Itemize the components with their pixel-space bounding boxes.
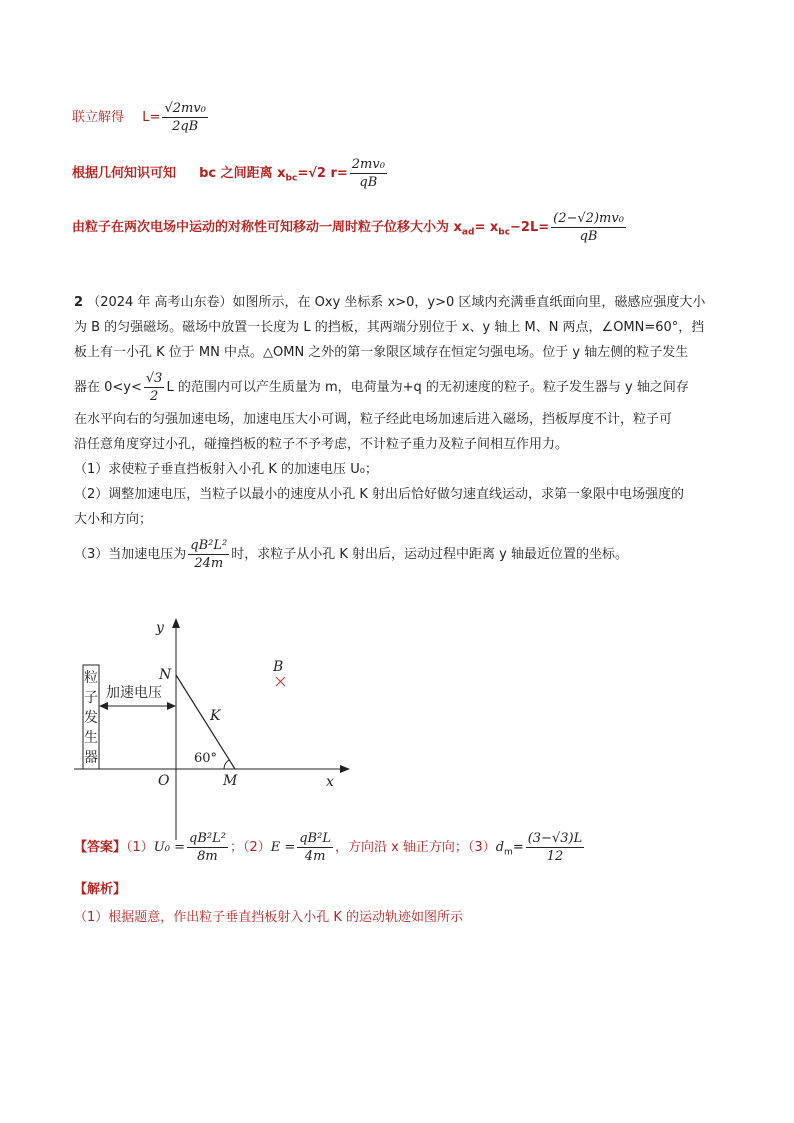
l-fraction: $\frac{\text{√2mv₀}}{2qB}$	[164, 101, 206, 134]
sqrt3-over-2-fraction: $\frac{√3}{2}$	[145, 371, 163, 404]
u0-fraction: $\frac{\text{qB²L²}}{8m}$	[189, 831, 226, 864]
y-axis-arrow	[172, 618, 180, 628]
problem-figure	[70, 612, 360, 842]
problem-line-3: 板上有一小孔 K 位于 MN 中点。△OMN 之外的第一象限区域存在恒定匀强电场。位于 y 轴左侧的粒子发生	[74, 345, 689, 360]
angle-arc	[224, 760, 229, 769]
bc-fraction: $\frac{\text{2mv₀}}{qB}$	[351, 157, 385, 190]
answer-tag: 【答案】	[74, 840, 127, 855]
b-label: B	[273, 659, 284, 675]
u0-lhs: U₀ =	[153, 840, 185, 855]
generator-char: 发	[84, 710, 98, 726]
solve-label: 联立解得	[72, 110, 125, 125]
x-axis-arrow	[340, 765, 350, 773]
dm-lhs: d	[495, 840, 505, 855]
generator-label	[84, 669, 98, 766]
analysis-tag: 【解析】	[74, 882, 127, 897]
problem-line-6: 沿任意角度穿过小孔，碰撞挡板的粒子不予考虑，不计粒子重力及粒子间相互作用力。	[74, 437, 569, 452]
angle-label: 60°	[194, 751, 218, 766]
problem-line-4: 器在 0<y< $\frac{√3}{2}$ L 的范围内可以产生质量为 m，电荷量为+q 的无初速度的粒子。粒子发生器与 y 轴之间存	[74, 371, 689, 404]
answer-line: 【答案】（1）U₀ = $\frac{\text{qB²L²}}{8m}$ ；（2）E = $\frac{\text{qB²L}}{4m}$ ，方向沿 x 轴正方向；$(3)d_m=$ $\frac{(3-√3)L}{12}$	[74, 831, 583, 864]
generator-char: 生	[84, 730, 98, 746]
accel-voltage-label: 加速电压	[106, 685, 162, 701]
question-2: （2）调整加速电压，当粒子以最小的速度从小孔 K 射出后恰好做匀速直线运动，求第一象限中电场强度的	[74, 487, 685, 502]
l-lhs: L=	[142, 110, 161, 125]
derivation-line-1	[72, 100, 210, 135]
origin-label: O	[158, 773, 170, 789]
generator-char: 粒	[84, 670, 98, 686]
k-label: K	[210, 708, 221, 724]
problem-source: （2024 年 高考山东卷）	[87, 295, 233, 310]
n-label: N	[159, 667, 172, 683]
derivation-line-2: 根据几何知识可知 bc 之间距离 $x_{bc}=√2$ r= $\frac{\text{2mv₀}}{qB}$	[72, 157, 385, 190]
problem-line-5: 在水平向右的匀强加速电场，加速电压大小可调，粒子经此电场加速后进入磁场，挡板厚度不计，粒子可	[74, 412, 673, 427]
derivation-line-3: 由粒子在两次电场中运动的对称性可知移动一周时粒子位移大小为 $x_{ad}= x_{bc}-2L=$ $\frac{\text{(2−√2)mv₀}}{qB}$	[72, 211, 624, 244]
e-fraction: $\frac{\text{qB²L}}{4m}$	[299, 831, 331, 864]
displacement-fraction: $\frac{\text{(2−√2)mv₀}}{qB}$	[553, 211, 624, 244]
accel-arrow-right	[167, 702, 176, 710]
y-label: y	[156, 620, 164, 636]
accel-arrow-left	[99, 702, 108, 710]
question-1: （1）求使粒子垂直挡板射入小孔 K 的加速电压 U₀；	[74, 462, 378, 477]
symmetry-text: 由粒子在两次电场中运动的对称性可知移动一周时粒子位移大小为 x	[72, 220, 462, 235]
bc-distance-text: bc 之间距离 x	[199, 166, 286, 181]
analysis-line-1: （1）根据题意，作出粒子垂直挡板射入小孔 K 的运动轨迹如图所示	[74, 910, 464, 925]
m-label: M	[223, 773, 238, 789]
problem-line-2: 为 B 的匀强磁场。磁场中放置一长度为 L 的挡板，其两端分别位于 x、y 轴上 M、N 两点，∠OMN=60°，挡	[74, 320, 705, 335]
geometry-label: 根据几何知识可知	[72, 166, 177, 181]
generator-char: 子	[84, 690, 98, 706]
question-2-cont: 大小和方向；	[74, 512, 153, 527]
q3-voltage-fraction: $\frac{\text{qB²L²}}{24m}$	[190, 538, 228, 571]
e-direction: ，方向沿 x 轴正方向；（3）	[334, 840, 496, 855]
problem-line-1: 2 （2024 年 高考山东卷）如图所示，在 Oxy 坐标系 x>0，y>0 区域内充满垂直纸面向里，磁感应强度大小	[74, 295, 706, 310]
problem-statement	[74, 292, 724, 573]
generator-char: 器	[84, 750, 98, 766]
bc-eq: =√2 r=	[297, 166, 348, 181]
dm-fraction: $\frac{(3-√3)L}{12}$	[527, 831, 583, 864]
e-lhs: E =	[270, 840, 296, 855]
x-label: x	[326, 774, 334, 790]
question-3: （3）当加速电压为 $\frac{\text{qB²L²}}{24m}$ 时，求粒子从小孔 K 射出后，运动过程中距离 y 轴最近位置的坐标。	[74, 538, 628, 571]
